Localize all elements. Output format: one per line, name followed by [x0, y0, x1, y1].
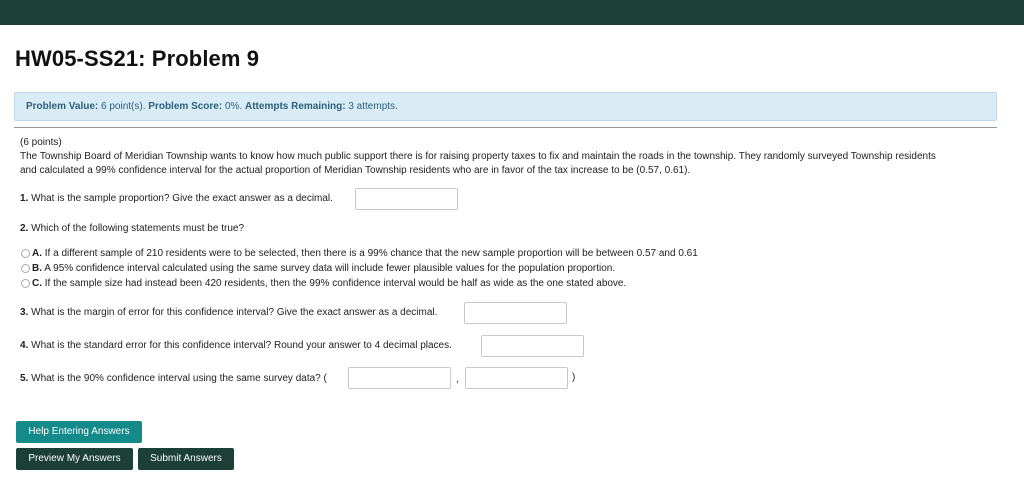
question-2 — [20, 221, 244, 236]
problem-value: 6 point(s). — [101, 101, 146, 112]
question-3 — [20, 305, 437, 320]
question-4-text: What is the standard error for this confidence interval? Round your answer to 4 decimal places. — [31, 340, 452, 351]
divider — [14, 127, 997, 128]
answer-1-input[interactable] — [355, 188, 458, 210]
question-1-text: What is the sample proportion? Give the exact answer as a decimal. — [31, 193, 333, 204]
option-c[interactable] — [32, 277, 626, 290]
answer-4-input[interactable] — [481, 335, 584, 357]
option-a-radio[interactable] — [21, 249, 30, 258]
submit-answers-button[interactable]: Submit Answers — [138, 448, 234, 470]
answer-3-input[interactable] — [464, 302, 567, 324]
attempts-remaining: 3 attempts. — [348, 101, 398, 112]
interval-close-paren: ) — [572, 372, 576, 383]
question-4-number: 4. — [20, 340, 29, 351]
question-1-number: 1. — [20, 193, 29, 204]
problem-intro-line1: The Township Board of Meridian Township wants to know how much public support there is for raising property taxes to fix and maintain the roads in the township. They randomly surveyed Township residents — [20, 151, 936, 162]
problem-info-box — [14, 92, 997, 121]
option-c-letter: C. — [32, 278, 42, 289]
problem-points: (6 points) — [20, 137, 62, 148]
interval-comma: , — [456, 374, 459, 385]
problem-score: 0%. — [224, 101, 243, 112]
option-c-text: If the sample size had instead been 420 residents, then the 99% confidence interval would be half as wide as the one stated above. — [44, 278, 627, 289]
problem-score-label: Problem Score: — [148, 101, 223, 112]
option-a[interactable] — [32, 247, 698, 260]
preview-answers-button[interactable]: Preview My Answers — [16, 448, 133, 470]
option-b-letter: B. — [32, 263, 42, 274]
option-b[interactable] — [32, 262, 615, 275]
option-b-radio[interactable] — [21, 264, 30, 273]
option-b-text: A 95% confidence interval calculated using the same survey data will include fewer plausible values for the population proportion. — [44, 263, 616, 274]
question-3-number: 3. — [20, 307, 29, 318]
answer-5-lower-input[interactable] — [348, 367, 451, 389]
question-2-text: Which of the following statements must be true? — [31, 223, 245, 234]
question-2-number: 2. — [20, 223, 29, 234]
help-entering-answers-button[interactable]: Help Entering Answers — [16, 421, 142, 443]
question-5-number: 5. — [20, 373, 29, 384]
top-bar — [0, 0, 1024, 25]
problem-intro-line2: and calculated a 99% confidence interval for the actual proportion of Meridian Township residents who are in favor of the tax increase to be (0.57, 0.61). — [20, 165, 691, 176]
question-5-text: What is the 90% confidence interval using the same survey data? ( — [31, 373, 327, 384]
answer-5-upper-input[interactable] — [465, 367, 568, 389]
option-c-radio[interactable] — [21, 279, 30, 288]
question-4 — [20, 338, 452, 353]
question-5 — [20, 371, 327, 386]
problem-value-label: Problem Value: — [26, 101, 99, 112]
question-1 — [20, 191, 333, 206]
option-a-letter: A. — [32, 248, 42, 259]
page-title: HW05-SS21: Problem 9 — [15, 46, 260, 71]
option-a-text: If a different sample of 210 residents were to be selected, then there is a 99% chance that the new sample proportion will be between 0.57 and 0.61 — [44, 248, 698, 259]
question-3-text: What is the margin of error for this confidence interval? Give the exact answer as a decimal. — [31, 307, 438, 318]
attempts-remaining-label: Attempts Remaining: — [245, 101, 346, 112]
